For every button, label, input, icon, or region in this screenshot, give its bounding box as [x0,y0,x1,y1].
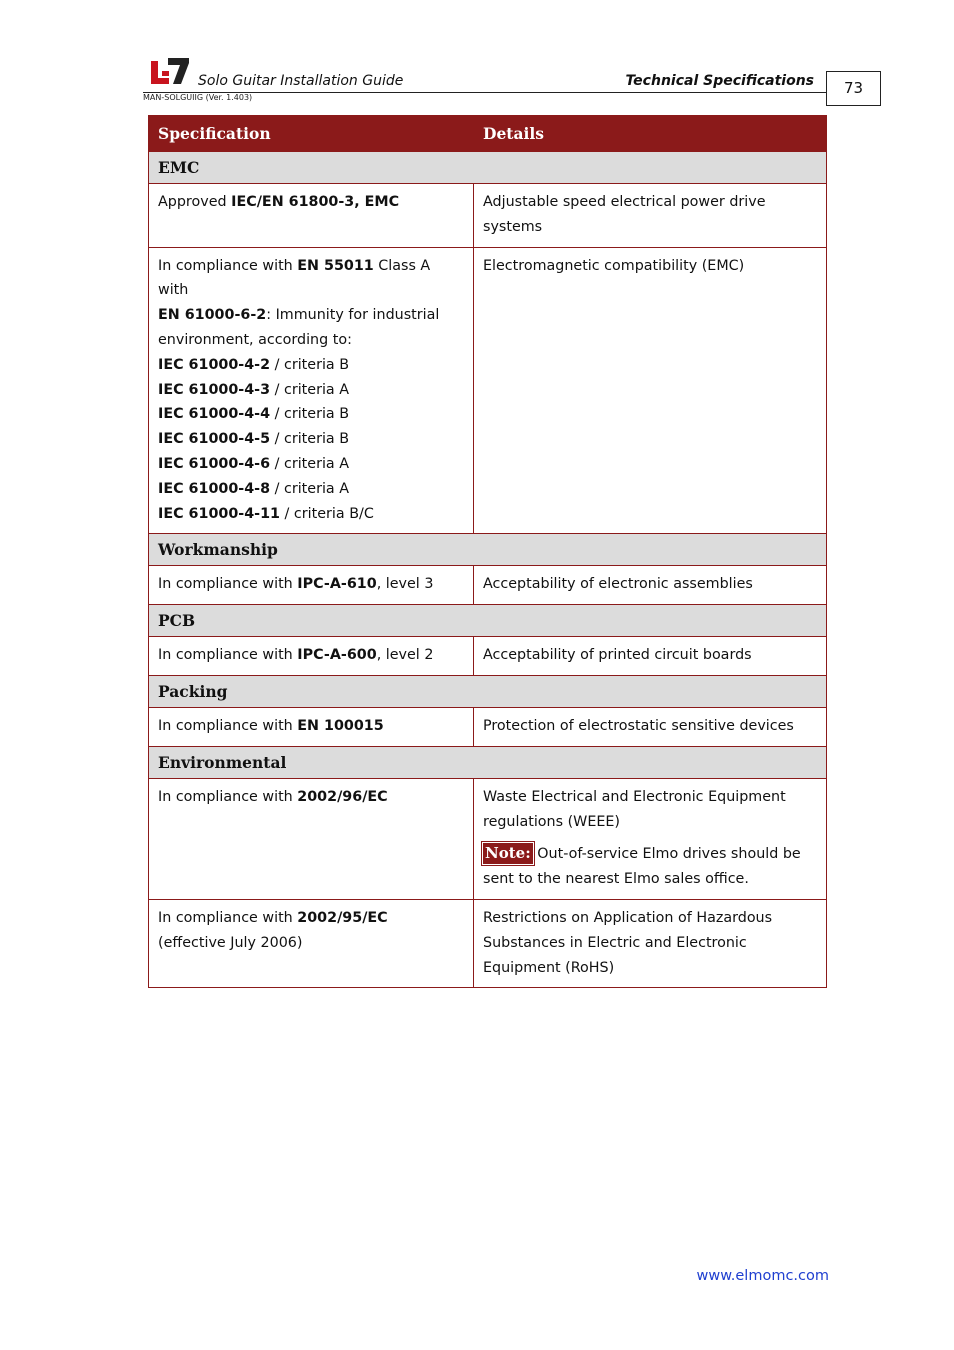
spec-text: : Immunity for industrial environment, according to: [158,307,440,348]
table-row [149,566,827,605]
spec-text: In compliance with [158,717,298,734]
details-cell: Adjustable speed electrical power drive systems [474,184,827,248]
specifications-table [148,115,827,988]
document-title: Solo Guitar Installation Guide [198,73,404,89]
spec-standard: EN 55011 [297,257,374,274]
criteria-level: / criteria B [270,356,350,373]
spec-standard: IPC-A-600 [297,647,377,664]
page-number: 73 [826,71,881,106]
spec-standard: IEC/EN 61800-3, EMC [231,194,400,210]
details-cell [474,778,827,899]
table-row [149,637,827,676]
criteria-level: / criteria B/C [280,505,374,522]
spec-standard: EN 100015 [297,717,384,734]
group-title-workmanship: Workmanship [149,534,827,566]
criteria-standard: IEC 61000-4-8 [158,480,271,497]
note-label: Note: [485,844,531,863]
criteria-standard: IEC 61000-4-11 [158,505,281,522]
spec-text: In compliance with [158,647,298,664]
details-cell: Protection of electrostatic sensitive devices [474,707,827,746]
group-row-pcb [149,605,827,637]
criteria-level: / criteria B [270,406,350,423]
table-header-row [149,116,827,152]
column-header-details: Details [474,116,827,152]
criteria-standard: IEC 61000-4-4 [158,406,271,423]
note-text: Out-of-service Elmo drives should be sent to the nearest Elmo sales office. [483,846,801,888]
website-link[interactable]: www.elmomc.com [696,1268,829,1284]
criteria-standard: IEC 61000-4-5 [158,431,271,448]
spec-standard: 2002/95/EC [297,909,388,926]
group-title-emc: EMC [149,152,827,184]
details-cell: Electromagnetic compatibility (EMC) [474,247,827,534]
spec-cell [149,778,474,899]
criteria-level: / criteria B [270,431,350,448]
details-cell: Acceptability of printed circuit boards [474,637,827,676]
column-header-specification: Specification [149,116,474,152]
details-cell: Restrictions on Application of Hazardous Substances in Electric and Electronic Equipment (RoHS) [474,899,827,987]
spec-standard: 2002/96/EC [297,788,388,805]
section-title: Technical Specifications [625,73,814,89]
criteria-level: / criteria A [270,381,350,398]
spec-standard: IPC-A-610 [297,576,377,593]
spec-cell [149,566,474,605]
group-title-pcb: PCB [149,605,827,637]
details-cell: Acceptability of electronic assemblies [474,566,827,605]
group-title-environmental: Environmental [149,746,827,778]
spec-text: (effective July 2006) [158,934,303,951]
criteria-standard: IEC 61000-4-6 [158,455,271,472]
spec-text: In compliance with [158,576,298,593]
group-row-workmanship [149,534,827,566]
spec-text: Approved [158,194,232,210]
spec-cell [149,707,474,746]
details-text: Waste Electrical and Electronic Equipment regulations (WEEE) [483,788,786,830]
spec-standard: EN 61000-6-2 [158,307,267,324]
table-row [149,184,827,248]
spec-cell [149,637,474,676]
group-row-emc [149,152,827,184]
group-row-packing [149,675,827,707]
spec-text: In compliance with [158,909,298,926]
table-row [149,707,827,746]
criteria-standard: IEC 61000-4-2 [158,356,271,373]
elmo-logo [148,57,190,87]
table-row [149,247,827,534]
spec-cell [149,899,474,987]
note [483,842,817,892]
spec-cell [149,247,474,534]
group-title-packing: Packing [149,675,827,707]
spec-text: In compliance with [158,257,298,274]
group-row-environmental [149,746,827,778]
criteria-level: / criteria A [270,455,350,472]
spec-text: , level 2 [376,647,434,664]
table-row [149,899,827,987]
criteria-standard: IEC 61000-4-3 [158,381,271,398]
spec-cell [149,184,474,248]
table-row [149,778,827,899]
criteria-level: / criteria A [270,480,350,497]
document-code: MAN-SOLGUIIG (Ver. 1.403) [143,93,253,102]
spec-text: Class A with [158,257,431,299]
spec-text: In compliance with [158,788,298,805]
spec-text: , level 3 [376,576,434,593]
